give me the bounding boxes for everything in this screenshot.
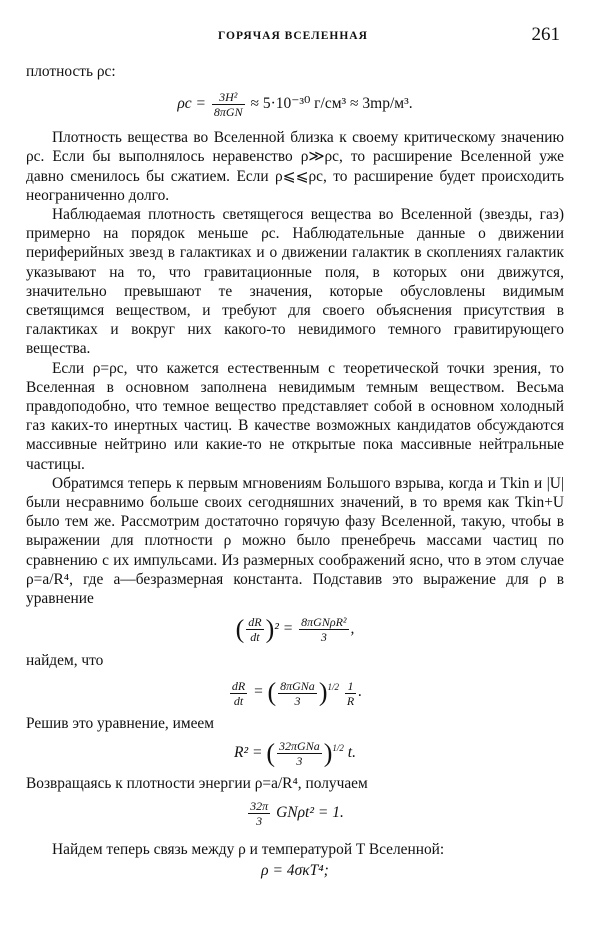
- eq2-derivative: [246, 615, 263, 644]
- eq3-open-paren: (: [267, 678, 277, 708]
- eq3-denominator: dt: [233, 693, 244, 708]
- equation-stefan-boltzmann: ρ = 4σκT⁴;: [261, 862, 329, 880]
- eq4-power: 1/2: [332, 742, 344, 753]
- eq3-inner-denominator: 3: [294, 693, 301, 708]
- eq3-power: 1/2: [327, 682, 339, 693]
- page-header: [0, 24, 600, 50]
- eq2-rhs-denominator: 3: [320, 630, 327, 645]
- eq4-open-paren: (: [266, 738, 276, 768]
- eq3-equals: =: [253, 683, 264, 701]
- eq3-derivative: [230, 679, 247, 708]
- eq2-end: ,: [350, 620, 355, 638]
- equation-critical-density: [26, 90, 564, 119]
- page-number: 261: [531, 24, 560, 45]
- eq2-numerator: dR: [248, 615, 262, 630]
- eq1-numerator: 3H²: [212, 90, 245, 105]
- eq5-fraction: [248, 799, 270, 828]
- eq1-lhs: ρc =: [177, 95, 207, 113]
- intro-text: плотность ρc:: [26, 63, 116, 80]
- eq2-rhs-numerator: 8πGNρR²: [301, 615, 347, 630]
- eq3-inner-numerator: 8πGNa: [280, 678, 315, 693]
- eq2-open-paren: (: [235, 614, 245, 644]
- eq4-numerator: 32πGNa: [279, 738, 320, 753]
- eq2-rhs-fraction: [299, 615, 348, 644]
- paragraph-4: Обратимся теперь к первым мгновениям Большого взрыва, когда и Tkin и |U| были несравнимо больше своих сегодняшних значений, в то время как Tkin+U было тем же. Рассмотрим достаточно горячую фазу Вселенной, такую, чтобы в выражении для плотности ρ можно было пренебречь массами частиц по сравнению с их импульсами. Из размерных соображений ясно, что в этом случае ρ=a/R⁴, где a—безразмерная константа. Подставив это выражение для ρ в уравнение: [26, 474, 564, 608]
- equation-friedmann: [26, 615, 564, 644]
- equation-radius-time: [26, 739, 564, 768]
- eq3-end: .: [358, 683, 363, 701]
- eq5-denominator: 3: [256, 814, 263, 829]
- eq5-numerator: 32π: [250, 799, 269, 814]
- eq3-factor-denominator: R: [346, 693, 355, 708]
- eq2-close-paren: ): [265, 614, 275, 644]
- page-body: [26, 62, 564, 880]
- paragraph-3: Если ρ=ρc, что кажется естественным с теоретической точки зрения, то Вселенная в основном заполнена невидимым темным веществом. Весьма правдоподобно, что темное вещество представляет собой в основном холодный газ каких-то инертных частиц. В качестве возможных кандидатов обсуждаются массивные нейтрино или какие-то не открытые пока массивные нейтральные частицы.: [26, 359, 564, 473]
- paragraph-8: Найдем теперь связь между ρ и температурой T Вселенной:: [52, 841, 445, 859]
- eq1-rhs: ≈ 5·10⁻³⁰ г/см³ ≈ 3mp/м³.: [250, 95, 413, 113]
- paragraph-6: Решив это уравнение, имеем: [26, 714, 214, 732]
- paragraph-7: Возвращаясь к плотности энергии ρ=a/R⁴, получаем: [26, 774, 368, 792]
- paragraph-5: найдем, что: [26, 652, 104, 670]
- eq3-close-paren: ): [318, 678, 328, 708]
- eq4-lhs: R² =: [234, 743, 263, 761]
- eq5-rhs: GNρt² = 1.: [276, 804, 344, 822]
- eq1-denominator: 8πGN: [213, 105, 243, 120]
- eq3-inner-fraction: [278, 679, 317, 708]
- eq2-denominator: dt: [250, 630, 260, 645]
- eq2-middle: ² =: [274, 620, 294, 638]
- equation-derivative-solution: [26, 678, 564, 707]
- eq4-close-paren: ): [323, 738, 333, 768]
- eq3-factor-numerator: 1: [345, 679, 356, 694]
- eq4-denominator: 3: [296, 753, 303, 768]
- eq3-numerator: dR: [231, 678, 246, 693]
- equation-density-time: [26, 799, 564, 828]
- eq3-factor: [345, 679, 356, 708]
- eq1-fraction: [212, 90, 245, 119]
- eq4-fraction: [277, 739, 322, 768]
- paragraph-1: Плотность вещества во Вселенной близка к своему критическому значению ρc. Если бы выполнялось неравенство ρ≫ρc, то расширение Вселенной уже давно сменилось бы сжатием. Если ρ⩽⩽ρc, то расширение будет происходить неограниченно долго.: [26, 129, 564, 204]
- paragraph-2: Наблюдаемая плотность светящегося вещества во Вселенной (звезды, газ) примерно на порядок меньше ρc. Наблюдательные данные о движении периферийных звезд в галактиках и о движении галактик в скоплениях галактик указывают на то, что гравитационные поля, в которых они движутся, значительно превышают те значения, которые обусловлены видимым светящимся веществом, и требуют для своего объяснения присутствия в галактиках и вокруг них какого-то невидимого темного гравитирующего вещества.: [26, 206, 564, 358]
- running-head: ГОРЯЧАЯ ВСЕЛЕННАЯ: [218, 30, 368, 42]
- eq4-end: t.: [347, 743, 356, 761]
